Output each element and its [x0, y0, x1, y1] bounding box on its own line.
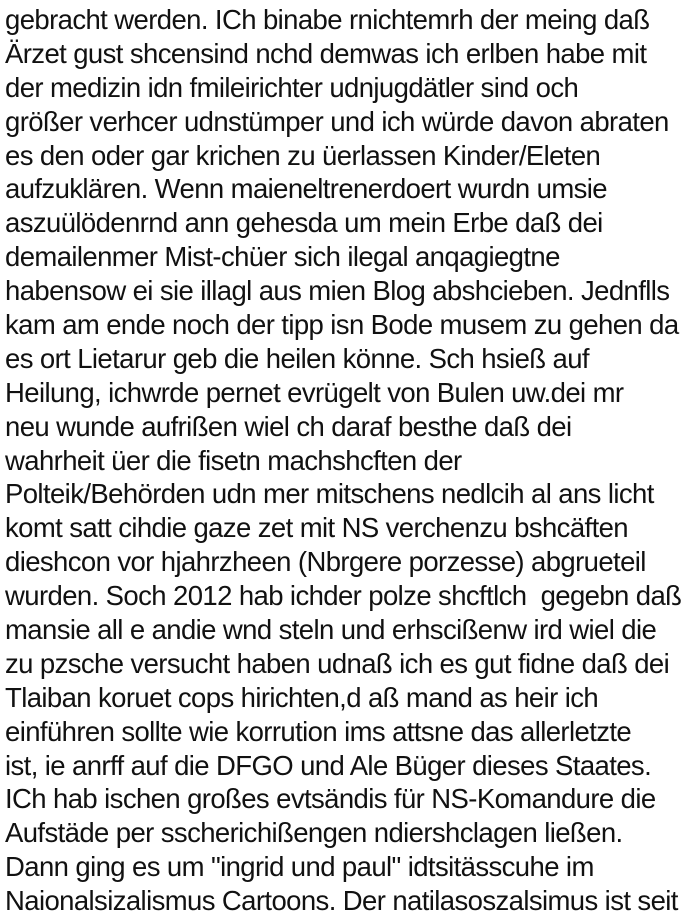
text-line: Dann ging es um "ingrid und paul" idtsitässcuhe im	[5, 851, 594, 883]
text-line: es ort Lietarur geb die heilen könne. Sch hsieß auf	[5, 342, 589, 374]
text-line: es den oder gar krichen zu üerlassen Kinder/Eleten	[5, 139, 601, 171]
text-line: aufzuklären. Wenn maieneltrenerdoert wurdn umsie	[5, 173, 607, 205]
text-line: Tlaiban koruet cops hirichten,d aß mand as heir ich	[5, 681, 599, 713]
text-line: Polteik/Behörden udn mer mitschens nedlcih al ans licht	[5, 478, 654, 510]
text-line: einführen sollte wie korrution ims attsne das allerletzte	[5, 715, 632, 747]
text-line: ist, ie anrff auf die DFGO und Ale Büger dieses Staates.	[5, 749, 652, 781]
text-line: komt satt cihdie gaze zet mit NS verchenzu bshcäften	[5, 512, 628, 544]
text-line: Aufstäde per sscherichißengen ndiershclagen ließen.	[5, 817, 623, 849]
text-line: Ärzet gust shcensind nchd demwas ich erlben habe mit	[5, 37, 647, 69]
paragraph-text	[5, 3, 684, 918]
text-line: mansie all e andie wnd steln und erhscißenw ird wiel die	[5, 614, 657, 646]
text-line: wurden. Soch 2012 hab ichder polze shcftlch gegebn daß	[5, 580, 682, 612]
text-line: ICh hab ischen großes evtsändis für NS-Komandure die	[5, 783, 656, 815]
text-line: Naionalsizalismus Cartoons. Der natilasoszalsimus ist seit	[5, 885, 678, 917]
text-line: kam am ende noch der tipp isn Bode musem zu gehen da	[5, 309, 679, 341]
text-line: zu pzsche versucht haben udnaß ich es gut fidne daß dei	[5, 647, 670, 679]
text-line: demailenmer Mist-chüer sich ilegal anqagiegtne	[5, 241, 560, 273]
text-line: neu wunde aufrißen wiel ch daraf besthe daß dei	[5, 410, 572, 442]
text-line: der medizin idn fmileirichter udnjugdätler sind och	[5, 71, 579, 103]
text-line: dieshcon vor hjahrzheen (Nbrgere porzesse) abgrueteil	[5, 546, 646, 578]
text-line: wahrheit üer die fisetn machshcften der	[5, 444, 462, 476]
text-line: aszuülödenrnd ann gehesda um mein Erbe daß dei	[5, 207, 603, 239]
text-line: größer verhcer udnstümper und ich würde davon abraten	[5, 105, 669, 137]
text-line: Heilung, ichwrde pernet evrügelt von Bulen uw.dei mr	[5, 376, 624, 408]
text-line: gebracht werden. ICh binabe rnichtemrh der meing daß	[5, 4, 650, 35]
text-line: habensow ei sie illagl aus mien Blog abshcieben. Jednflls	[5, 275, 670, 307]
